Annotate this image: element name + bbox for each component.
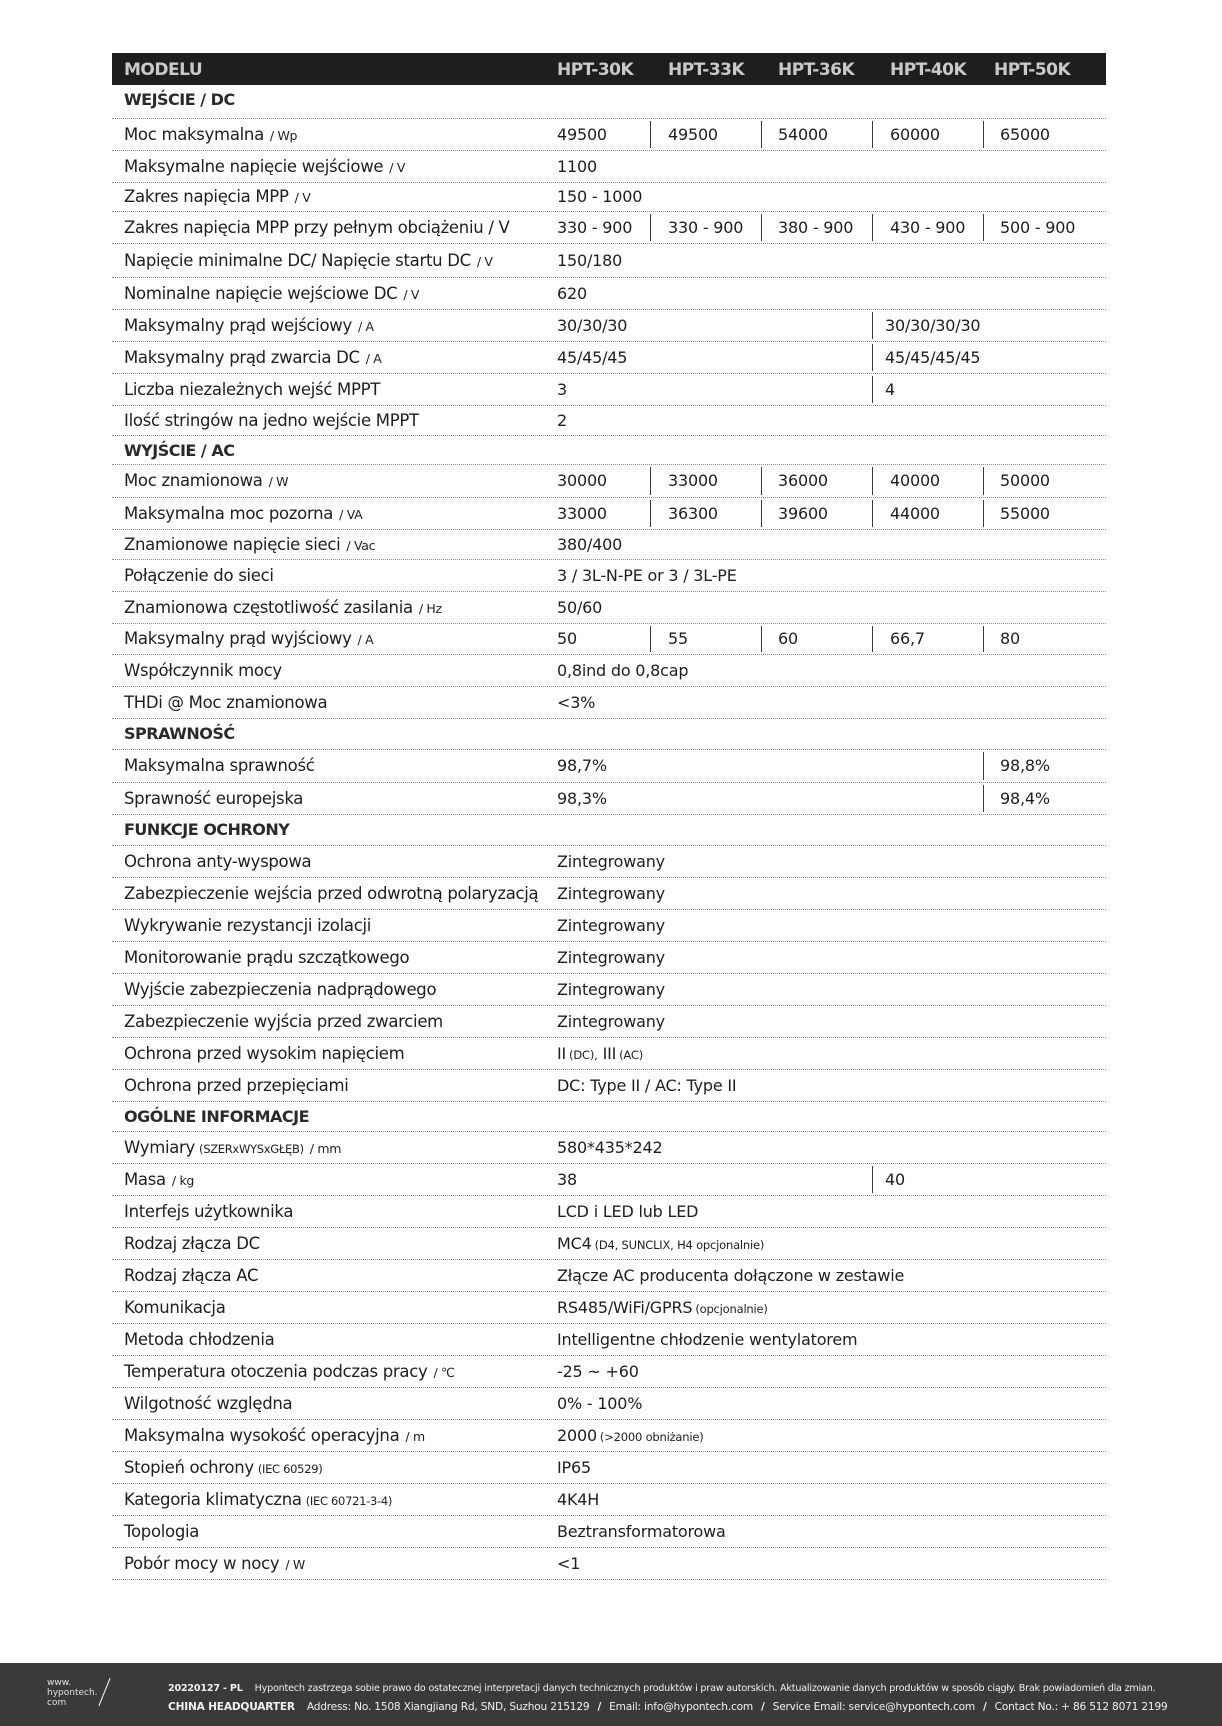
spec-label-text: Współczynnik mocy [124,661,282,680]
spec-label [124,948,409,967]
spec-label-text: Znamionowe napięcie sieci [124,535,341,554]
spec-value: 500 - 900 [1000,218,1076,237]
section-title: WYJŚCIE / AC [124,441,235,460]
spec-label [124,1490,392,1509]
spec-value [557,1044,643,1063]
spec-label [124,348,382,367]
spec-value: -25 ~ +60 [557,1362,639,1381]
spec-value: 50000 [1000,471,1050,490]
spec-row [112,530,1106,560]
spec-label-text: Masa [124,1170,166,1189]
spec-label [124,316,374,335]
separator: / [761,1701,765,1713]
column-divider [872,376,873,403]
section-heading [112,719,1106,750]
column-divider [761,500,762,527]
spec-unit: / W [285,1557,305,1572]
spec-row [112,406,1106,436]
spec-value: Zintegrowany [557,1012,665,1031]
spec-label-text: Ochrona przed wysokim napięciem [124,1044,405,1063]
spec-row [112,119,1106,151]
spec-label [124,916,371,935]
spec-value: 98,3% [557,789,607,808]
separator: / [597,1701,602,1713]
spec-value: 1100 [557,157,597,176]
spec-label [124,789,303,808]
spec-label-text: Zakres napięcia MPP [124,187,289,206]
spec-value: 33000 [668,471,718,490]
spec-value-part: (DC), [569,1048,598,1062]
spec-label [124,1202,293,1221]
spec-value: 66,7 [890,629,925,648]
spec-row [112,212,1106,244]
column-divider [761,626,762,652]
spec-label-text: Topologia [124,1522,200,1541]
spec-label-text: Wykrywanie rezystancji izolacji [124,916,372,935]
section-heading [112,436,1106,465]
section-heading [112,85,1106,119]
spec-label [124,504,362,523]
header-label: MODELU [124,60,203,80]
spec-unit: / VA [339,507,363,522]
spec-label [124,884,538,903]
column-divider [872,312,873,339]
column-divider [761,214,762,241]
spec-label-text: Maksymalny prąd wyjściowy [124,629,352,648]
spec-label-text: Zabezpieczenie wyjścia przed zwarciem [124,1012,443,1031]
table-header [112,53,1106,85]
spec-row [112,1196,1106,1228]
spec-value: 2 [557,411,567,430]
column-divider [872,500,873,527]
page-footer [0,1663,1222,1726]
spec-row [112,1452,1106,1484]
column-divider [650,121,651,148]
spec-label-text: Wyjście zabezpieczenia nadprądowego [124,980,437,999]
site-line: hypontech. [47,1688,98,1698]
spec-label [124,1394,292,1413]
spec-value: 98,8% [1000,756,1050,775]
spec-label [124,1012,443,1031]
spec-value: 4 [885,380,895,399]
spec-label [124,693,327,712]
spec-value: 50/60 [557,598,603,617]
spec-value: 0,8ind do 0,8cap [557,661,689,680]
spec-label [124,1138,341,1157]
spec-label-text: Kategoria klimatyczna [124,1490,302,1509]
spec-row [112,1324,1106,1356]
spec-label-text: Liczba niezależnych wejść MPPT [124,380,381,399]
spec-row [112,1164,1106,1196]
column-divider [872,214,873,241]
spec-label-text: Znamionowa częstotliwość zasilania [124,598,413,617]
spec-label [124,1426,425,1445]
spec-label [124,380,380,399]
footer-line-2 [168,1701,1168,1713]
spec-label-text: Połączenie do sieci [124,566,274,585]
spec-unit: / V [403,287,420,302]
site-line: www. [47,1678,72,1688]
spec-label [124,1298,226,1317]
spec-label-text: Rodzaj złącza AC [124,1266,259,1285]
spec-value: 30000 [557,471,607,490]
spec-value-part: (opcjonalnie) [695,1302,768,1316]
spec-row [112,1292,1106,1324]
spec-unit: / A [365,351,382,366]
spec-label [124,187,310,206]
spec-value: 36300 [668,504,718,523]
spec-label [124,1330,274,1349]
divider-slash [98,1678,110,1706]
spec-label [124,1362,455,1381]
spec-value: 55 [668,629,688,648]
spec-value: 330 - 900 [557,218,633,237]
spec-value: 65000 [1000,125,1050,144]
spec-label-note: (IEC 60721-3-4) [305,1494,393,1508]
spec-unit: / Wp [269,128,298,143]
spec-value: 580*435*242 [557,1138,663,1157]
spec-row [112,783,1106,815]
spec-row [112,278,1106,310]
spec-label [124,1266,258,1285]
spec-value: 80 [1000,629,1020,648]
column-divider [983,467,984,495]
spec-row [112,878,1106,910]
section-title: WEJŚCIE / DC [124,90,235,109]
spec-row [112,1132,1106,1164]
spec-value [557,1426,704,1445]
footer-line-1 [168,1683,1155,1694]
spec-label-text: THDi @ Moc znamionowa [124,693,328,712]
spec-label-text: Zabezpieczenie wejścia przed odwrotną polaryzacją [124,884,539,903]
spec-row [112,655,1106,687]
spec-value: 55000 [1000,504,1050,523]
spec-row [112,1484,1106,1516]
email[interactable]: Email: info@hypontech.com [609,1701,754,1713]
spec-value: 33000 [557,504,607,523]
spec-label [124,661,282,680]
spec-value-part: RS485/WiFi/GPRS [557,1298,693,1317]
spec-label-text: Nominalne napięcie wejściowe DC [124,284,398,303]
spec-label-text: Maksymalna sprawność [124,756,315,775]
section-title: SPRAWNOŚĆ [124,724,235,743]
spec-row [112,244,1106,278]
spec-label-note: (IEC 60529) [257,1462,323,1476]
spec-label-text: Sprawność europejska [124,789,304,808]
spec-row [112,1516,1106,1548]
spec-value-part: 2000 [557,1426,597,1445]
spec-label-text: Interfejs użytkownika [124,1202,294,1221]
spec-value: 30/30/30 [557,316,628,335]
spec-unit: / A [357,632,374,647]
column-divider [650,626,651,652]
spec-value: Beztransformatorowa [557,1522,726,1541]
spec-value-part: MC4 [557,1234,592,1253]
column-divider [872,1166,873,1193]
spec-unit: / W [268,474,289,489]
spec-label [124,218,510,237]
spec-value: Zintegrowany [557,884,665,903]
spec-label-text: Maksymalny prąd zwarcia DC [124,348,360,367]
spec-unit: / Hz [418,601,442,616]
column-divider [872,344,873,371]
spec-value-part: III [602,1044,617,1063]
website-logo [47,1678,98,1708]
spec-value: 4K4H [557,1490,600,1509]
spec-row [112,1006,1106,1038]
spec-value [557,1234,764,1253]
spec-label-text: Maksymalna moc pozorna [124,504,334,523]
section-heading [112,815,1106,846]
spec-value: 54000 [778,125,828,144]
spec-unit: / mm [309,1141,342,1156]
spec-label-text: Ilość stringów na jedno wejście MPPT [124,411,419,430]
spec-value: 49500 [668,125,718,144]
spec-row [112,1356,1106,1388]
spec-label [124,1044,404,1063]
service-email[interactable]: Service Email: service@hypontech.com [772,1701,975,1713]
spec-label [124,980,436,999]
spec-row [112,687,1106,719]
spec-row [112,846,1106,878]
spec-row [112,1388,1106,1420]
spec-label [124,157,405,176]
spec-value: 3 / 3L-N-PE or 3 / 3L-PE [557,566,737,585]
column-divider [983,626,984,652]
spec-row [112,1228,1106,1260]
spec-row [112,310,1106,342]
spec-value: Zintegrowany [557,948,665,967]
model-column: HPT-33K [668,60,745,80]
spec-value: 380 - 900 [778,218,854,237]
spec-unit: / A [357,319,374,334]
spec-row [112,1070,1106,1102]
spec-label-text: Wymiary [124,1138,196,1157]
spec-label-text: Stopień ochrony [124,1458,254,1477]
column-divider [761,121,762,148]
spec-label-text: Moc znamionowa [124,471,263,490]
spec-value: 380/400 [557,535,623,554]
spec-value: <3% [557,693,596,712]
spec-label-text: Pobór mocy w nocy [124,1554,280,1573]
spec-label [124,535,375,554]
spec-value: 3 [557,380,567,399]
spec-value: 150/180 [557,251,623,270]
spec-unit: / Vac [346,538,376,553]
spec-label-text: Napięcie minimalne DC/ Napięcie startu DC [124,251,471,270]
spec-label [124,629,373,648]
spec-label-text: Moc maksymalna [124,125,264,144]
spec-unit: / kg [171,1173,195,1188]
spec-row [112,1038,1106,1070]
spec-row [112,974,1106,1006]
spec-value: 0% - 100% [557,1394,643,1413]
spec-row [112,560,1106,592]
section-heading [112,1102,1106,1132]
column-divider [872,121,873,148]
spec-value: Złącze AC producenta dołączone w zestawie [557,1266,905,1285]
spec-label-note: (SZERxWYSxGŁĘB) [199,1142,304,1156]
spec-label [124,1522,199,1541]
spec-label-text: Maksymalny prąd wejściowy [124,316,352,335]
spec-row [112,750,1106,783]
spec-row [112,592,1106,624]
spec-value: 150 - 1000 [557,187,643,206]
doc-code: 20220127 - PL [168,1683,243,1694]
spec-label [124,1170,194,1189]
site-line: com [47,1698,67,1708]
spec-value: 60000 [890,125,940,144]
spec-unit: / ℃ [433,1365,455,1380]
spec-label [124,598,442,617]
spec-value: Zintegrowany [557,980,665,999]
spec-unit: / V [476,254,493,269]
spec-label [124,125,297,144]
column-divider [761,467,762,495]
separator: / [982,1701,987,1713]
spec-row [112,910,1106,942]
spec-value: 36000 [778,471,828,490]
spec-value: 44000 [890,504,940,523]
spec-value: 620 [557,284,587,303]
spec-row [112,624,1106,655]
spec-row [112,342,1106,374]
spec-value: 45/45/45 [557,348,628,367]
spec-label [124,852,311,871]
spec-value: 49500 [557,125,607,144]
spec-value [557,1298,768,1317]
column-divider [872,467,873,495]
spec-unit: / m [405,1429,425,1444]
spec-row [112,151,1106,183]
spec-label-text: Zakres napięcia MPP przy pełnym obciążeniu / V [124,218,510,237]
column-divider [650,467,651,495]
disclaimer: Hypontech zastrzega sobie prawo do ostatecznej interpretacji danych technicznych produktów i praw autorskich. Aktualizowanie danych produktów w sposób ciągły. Brak powiadomień dla zmian. [254,1683,1156,1694]
spec-value: Intelligentne chłodzenie wentylatorem [557,1330,858,1349]
spec-label-text: Wilgotność względna [124,1394,293,1413]
spec-label-text: Metoda chłodzenia [124,1330,275,1349]
spec-value: Zintegrowany [557,852,665,871]
spec-label [124,1554,305,1573]
column-divider [983,785,984,812]
spec-value: 330 - 900 [668,218,744,237]
spec-value: <1 [557,1554,581,1573]
spec-label-text: Ochrona anty-wyspowa [124,852,312,871]
spec-value-part: II [557,1044,567,1063]
spec-label [124,756,315,775]
spec-value-part: (AC) [619,1048,643,1062]
spec-label-text: Maksymalne napięcie wejściowe [124,157,384,176]
spec-label [124,1234,260,1253]
spec-label-text: Temperatura otoczenia podczas pracy [124,1362,428,1381]
spec-value: 98,7% [557,756,607,775]
spec-label [124,1458,322,1477]
spec-label-text: Ochrona przed przepięciami [124,1076,349,1095]
spec-row [112,1260,1106,1292]
column-divider [650,214,651,241]
spec-label [124,251,493,270]
spec-value: 98,4% [1000,789,1050,808]
spec-row [112,1548,1106,1580]
spec-row [112,1420,1106,1452]
spec-label-text: Monitorowanie prądu szczątkowego [124,948,410,967]
contact-number: Contact No.: + 86 512 8071 2199 [994,1701,1168,1713]
model-column: HPT-40K [890,60,967,80]
model-column: HPT-30K [557,60,634,80]
spec-value: Zintegrowany [557,916,665,935]
spec-value: IP65 [557,1458,591,1477]
spec-unit: / V [389,160,406,175]
spec-label [124,566,274,585]
spec-unit: / V [294,190,311,205]
spec-value: 39600 [778,504,828,523]
model-column: HPT-50K [994,60,1071,80]
spec-value: 40000 [890,471,940,490]
section-title: FUNKCJE OCHRONY [124,820,290,839]
spec-value-part: (D4, SUNCLIX, H4 opcjonalnie) [594,1238,765,1252]
spec-value: LCD i LED lub LED [557,1202,699,1221]
spec-value: 38 [557,1170,577,1189]
spec-row [112,465,1106,498]
spec-label [124,411,419,430]
spec-label-text: Maksymalna wysokość operacyjna [124,1426,400,1445]
spec-value: 50 [557,629,577,648]
column-divider [872,626,873,652]
spec-row [112,942,1106,974]
spec-label-text: Rodzaj złącza DC [124,1234,260,1253]
column-divider [983,121,984,148]
column-divider [983,752,984,780]
spec-value: 60 [778,629,798,648]
model-column: HPT-36K [778,60,855,80]
spec-value: 45/45/45/45 [885,348,981,367]
column-divider [650,500,651,527]
column-divider [983,500,984,527]
spec-value: 30/30/30/30 [885,316,981,335]
hq-label: CHINA HEADQUARTER [168,1701,295,1713]
spec-value: DC: Type II / AC: Type II [557,1076,737,1095]
spec-table [112,53,1106,1580]
spec-label [124,471,288,490]
spec-row [112,183,1106,212]
spec-label-text: Komunikacja [124,1298,226,1317]
spec-value-part: (>2000 obniżanie) [599,1430,704,1444]
section-title: OGÓLNE INFORMACJE [124,1107,310,1126]
spec-row [112,498,1106,530]
spec-value: 40 [885,1170,905,1189]
spec-row [112,374,1106,406]
address: Address: No. 1508 Xiangjiang Rd, SND, Suzhou 215129 [306,1701,590,1713]
spec-value: 430 - 900 [890,218,966,237]
column-divider [983,214,984,241]
spec-label [124,284,419,303]
spec-label [124,1076,349,1095]
